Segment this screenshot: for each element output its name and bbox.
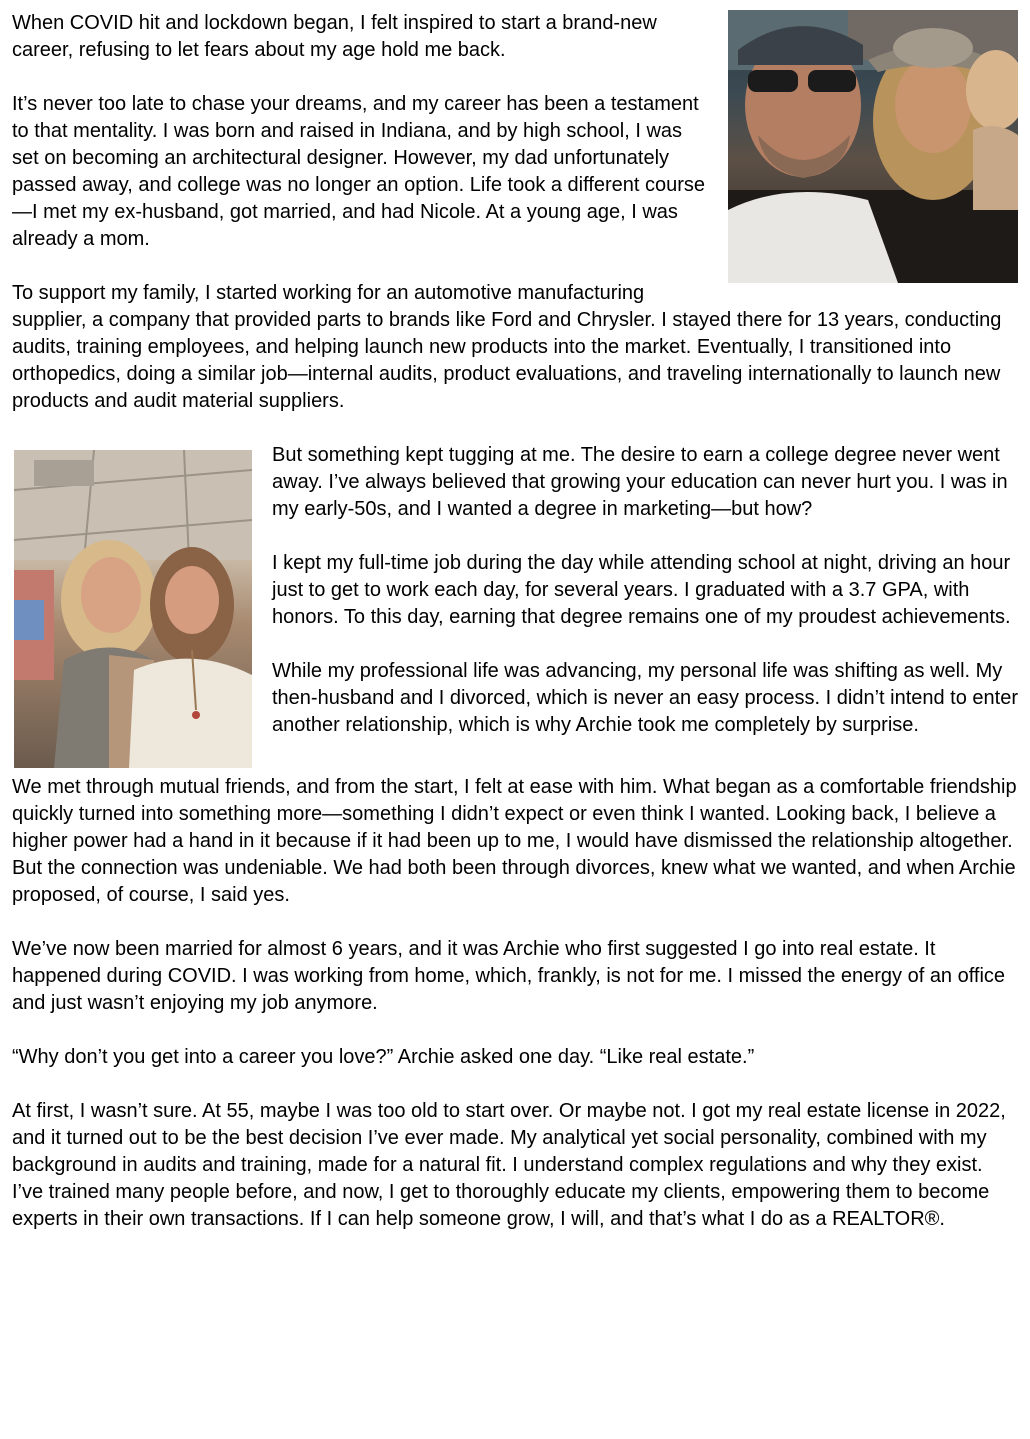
article-body xyxy=(12,10,1018,1260)
friends-photo-illustration xyxy=(14,450,252,768)
paragraph-7: We met through mutual friends, and from the start, I felt at ease with him. What began as a comfortable friendship quickly turned into something more—something I didn’t expect or even think I wanted. Looking back, I believe a higher power had a hand in it because if it had been up to me, I would have dismissed the relationship altogether. But the connection was undeniable. We had both been through divorces, knew what we wanted, and when Archie proposed, of course, I said yes. xyxy=(12,776,1017,906)
paragraph-6: While my professional life was advancing, my personal life was shifting as well. My then-husband and I divorced, which is never an easy process. I didn’t intend to enter another relationship, which is why Archie took me completely by surprise. xyxy=(272,660,1019,736)
friends-photo xyxy=(14,450,252,768)
paragraph-2: It’s never too late to chase your dreams, and my career has been a testament to that mentality. I was born and raised in Indiana, and by high school, I was set on becoming an architectural designer. However, my dad unfortunately passed away, and college was no longer an option. Life took a different course—I met my ex-husband, got married, and had Nicole. At a young age, I was already a mom. xyxy=(12,93,706,250)
paragraph-5: I kept my full-time job during the day while attending school at night, driving an hour just to get to work each day, for several years. I graduated with a 3.7 GPA, with honors. To this day, earning that degree remains one of my proudest achievements. xyxy=(272,552,1011,628)
paragraph-8: We’ve now been married for almost 6 years, and it was Archie who first suggested I go into real estate. It happened during COVID. I was working from home, which, frankly, is not for me. I missed the energy of an office and just wasn’t enjoying my job anymore. xyxy=(12,938,1006,1014)
paragraph-4: But something kept tugging at me. The desire to earn a college degree never went away. I’ve always believed that growing your education can never hurt you. I was in my early-50s, and I wanted a degree in marketing—but how? xyxy=(272,444,1008,520)
family-selfie-photo xyxy=(728,10,1018,283)
paragraph-1: When COVID hit and lockdown began, I felt inspired to start a brand-new career, refusing to let fears about my age hold me back. xyxy=(12,12,657,61)
paragraph-9: “Why don’t you get into a career you love?” Archie asked one day. “Like real estate.” xyxy=(12,1046,755,1068)
paragraph-3: To support my family, I started working for an automotive manufacturing supplier, a company that provided parts to brands like Ford and Chrysler. I stayed there for 13 years, conducting audits, training employees, and helping launch new products into the market. Eventually, I transitioned into orthopedics, doing a similar job—internal audits, product evaluations, and traveling internationally to launch new products and audit material suppliers. xyxy=(12,282,1002,412)
paragraph-10: At first, I wasn’t sure. At 55, maybe I was too old to start over. Or maybe not. I got my real estate license in 2022, and it turned out to be the best decision I’ve ever made. My analytical yet social personality, combined with my background in audits and training, made for a natural fit. I understand complex regulations and why they exist. I’ve trained many people before, and now, I get to thoroughly educate my clients, empowering them to become experts in their own transactions. If I can help someone grow, I will, and that’s what I do as a REALTOR®. xyxy=(12,1100,1006,1230)
family-selfie-illustration xyxy=(728,10,1018,283)
